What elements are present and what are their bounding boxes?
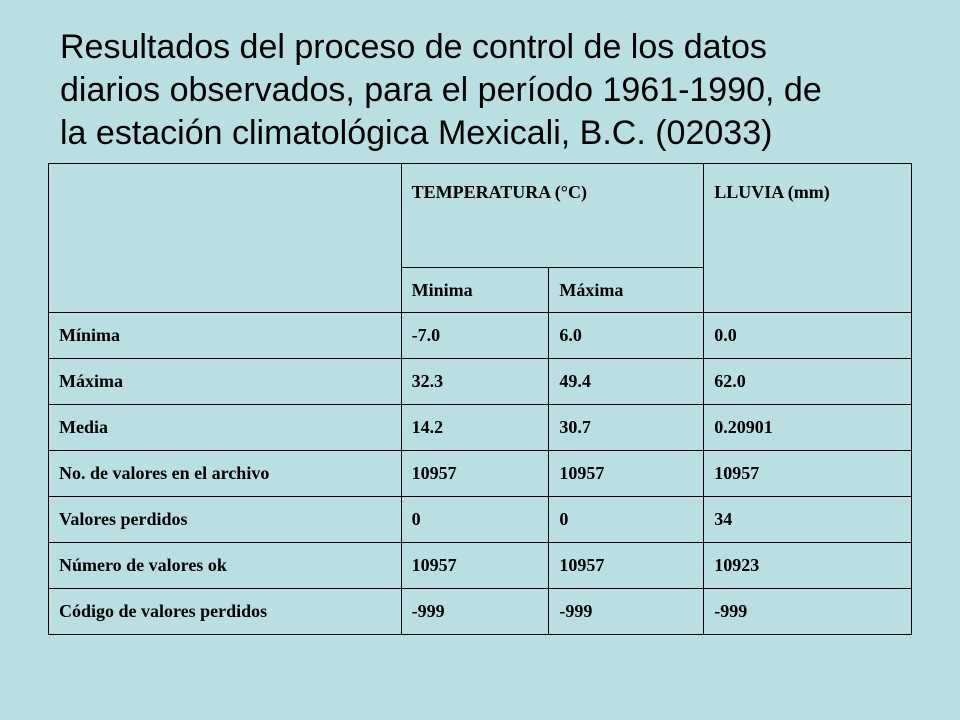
title-line-2: diarios observados, para el período 1961-1990, de [60,71,822,109]
cell-rain: 10923 [704,543,912,589]
header-min: Minima [401,268,549,313]
cell-tmax: 49.4 [549,359,704,405]
table-row [49,451,912,497]
table-row [49,543,912,589]
table-header-row [49,164,912,268]
header-max: Máxima [549,268,704,313]
cell-rain: 0.0 [704,313,912,359]
title-line-3: la estación climatológica Mexicali, B.C. (02033) [60,114,773,152]
table-row [49,497,912,543]
row-label: Máxima [49,359,402,405]
cell-tmin: 14.2 [401,405,549,451]
table-row [49,589,912,635]
cell-tmin: 10957 [401,451,549,497]
header-temperature: TEMPERATURA (°C) [401,164,704,268]
table-row [49,359,912,405]
row-label: Código de valores perdidos [49,589,402,635]
cell-tmax: 30.7 [549,405,704,451]
cell-tmin: 32.3 [401,359,549,405]
row-label: No. de valores en el archivo [49,451,402,497]
row-label: Media [49,405,402,451]
cell-rain: 0.20901 [704,405,912,451]
table-row [49,313,912,359]
data-table [48,163,912,635]
cell-tmin: 10957 [401,543,549,589]
row-label: Mínima [49,313,402,359]
cell-tmax: 0 [549,497,704,543]
cell-tmax: 10957 [549,451,704,497]
cell-tmin: -7.0 [401,313,549,359]
row-label: Número de valores ok [49,543,402,589]
cell-tmin: 0 [401,497,549,543]
cell-rain: -999 [704,589,912,635]
table-row [49,405,912,451]
cell-tmin: -999 [401,589,549,635]
cell-tmax: 6.0 [549,313,704,359]
header-rain: LLUVIA (mm) [704,164,912,313]
cell-tmax: 10957 [549,543,704,589]
cell-rain: 62.0 [704,359,912,405]
title-line-1: Resultados del proceso de control de los datos [60,28,767,66]
cell-rain: 10957 [704,451,912,497]
corner-cell [49,164,402,313]
row-label: Valores perdidos [49,497,402,543]
cell-tmax: -999 [549,589,704,635]
page-title [60,26,906,155]
cell-rain: 34 [704,497,912,543]
